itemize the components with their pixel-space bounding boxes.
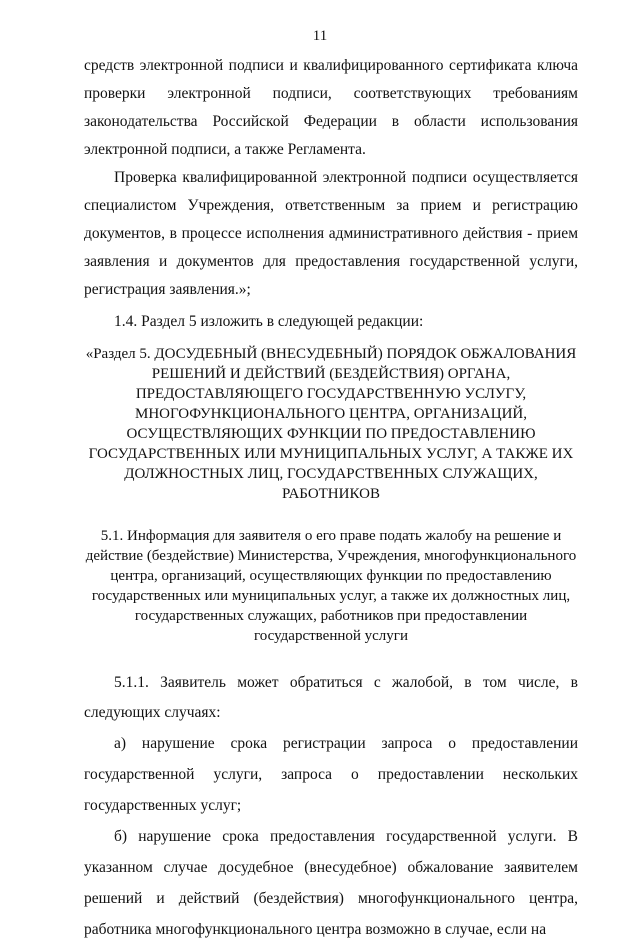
paragraph-signature-verification: Проверка квалифицированной электронной подписи осуществляется специалистом Учреждения, ответственным за прием и регистрацию документов, в процессе исполнения административного действия - прием заявления и документов для предоставления государственной услуги, регистрация заявления.»;: [84, 169, 578, 298]
subsection-5-1-heading: 5.1. Информация для заявителя о его праве подать жалобу на решение и действие (бездействие) Министерства, Учреждения, многофункционального центра, организаций, осуществляющих функции по предоставлению государственных или муниципальных услуг, а также их должностных лиц, государственных служащих, работников при предоставлении государственной услуги: [85, 528, 577, 644]
section-5-heading: «Раздел 5. ДОСУДЕБНЫЙ (ВНЕСУДЕБНЫЙ) ПОРЯДОК ОБЖАЛОВАНИЯ РЕШЕНИЙ И ДЕЙСТВИЙ (БЕЗДЕЙСТВИЯ) ОРГАНА, ПРЕДОСТАВЛЯЮЩЕГО ГОСУДАРСТВЕННУЮ УСЛУГУ, МНОГОФУНКЦИОНАЛЬНОГО ЦЕНТРА, ОРГАНИЗАЦИЙ, ОСУЩЕСТВЛЯЮЩИХ ФУНКЦИИ ПО ПРЕДОСТАВЛЕНИЮ ГОСУДАРСТВЕННЫХ ИЛИ МУНИЦИПАЛЬНЫХ УСЛУГ, А ТАКЖЕ ИХ ДОЛЖНОСТНЫХ ЛИЦ, ГОСУДАРСТВЕННЫХ СЛУЖАЩИХ, РАБОТНИКОВ: [85, 346, 577, 502]
page-number: 11: [312, 28, 328, 44]
document-body: [84, 52, 578, 945]
list-item-a: а) нарушение срока регистрации запроса о предоставлении государственной услуги, запроса о предоставлении нескольких государственных услуг;: [84, 735, 578, 814]
paragraph-amendment-1-4: 1.4. Раздел 5 изложить в следующей редакции:: [114, 313, 424, 330]
paragraph-5-1-1: 5.1.1. Заявитель может обратиться с жалобой, в том числе, в следующих случаях:: [84, 674, 578, 721]
list-item-b: б) нарушение срока предоставления государственной услуги. В указанном случае досудебное (внесудебное) обжалование заявителем решений и действий (бездействия) многофункционального центра, работника многофункционального центра возможно в случае, если на: [84, 828, 578, 938]
paragraph-signature-requirements: средств электронной подписи и квалифицированного сертификата ключа проверки электронной подписи, соответствующих требованиям законодательства Российской Федерации в области использования электронной подписи, а также Регламента.: [84, 57, 578, 158]
